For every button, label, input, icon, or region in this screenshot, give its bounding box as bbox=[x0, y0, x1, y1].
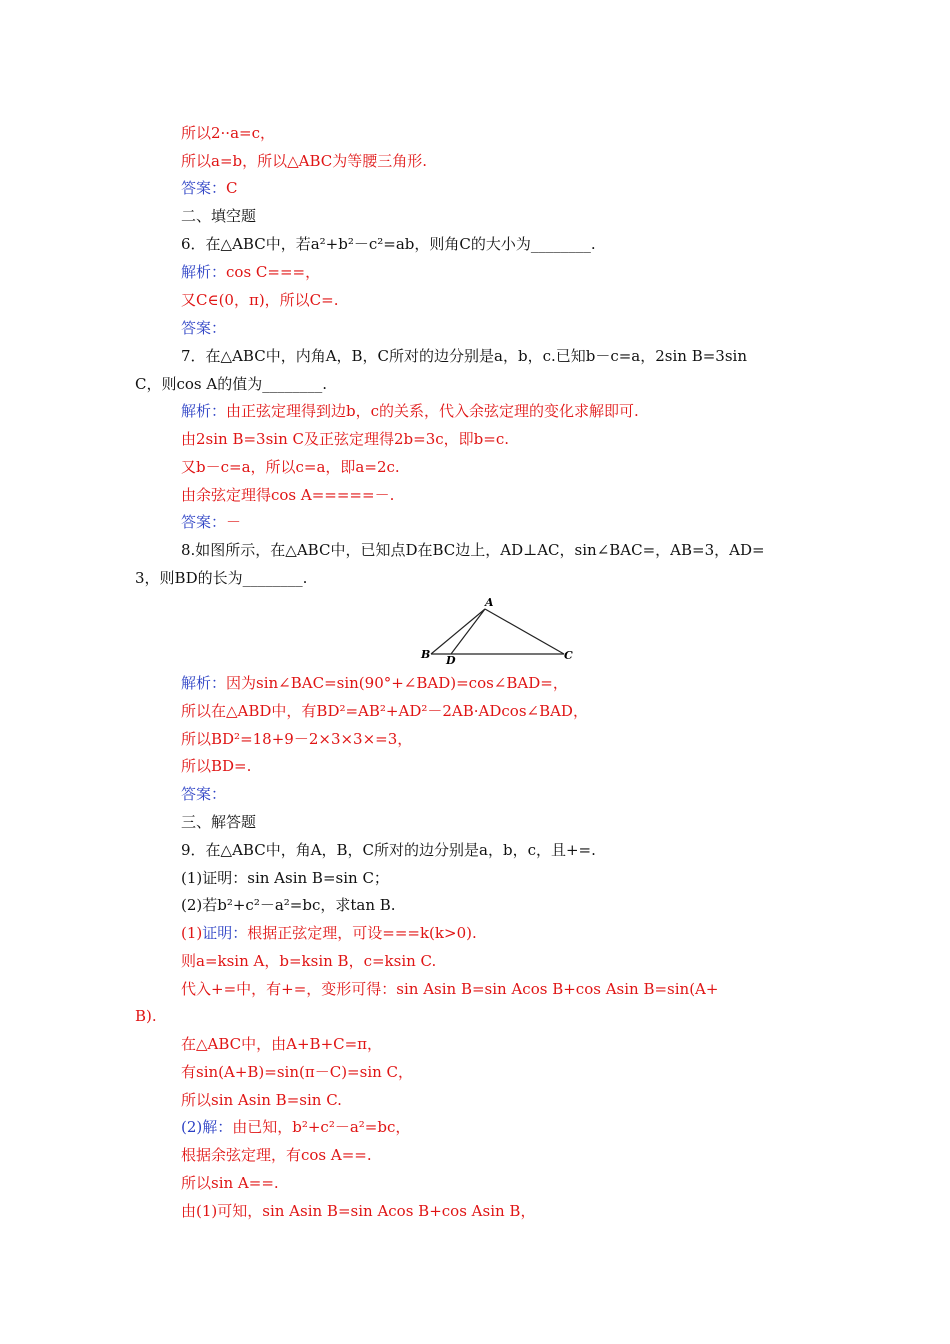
analysis-label: 解析： bbox=[181, 402, 227, 420]
triangle-figure bbox=[419, 597, 574, 665]
proof-line bbox=[181, 923, 477, 943]
analysis-label: 解析： bbox=[181, 674, 227, 692]
question-9-part-2: (2)若b²+c²－a²=bc，求tan B. bbox=[181, 896, 396, 914]
question-9-part-1: (1)证明：sin Asin B=sin C； bbox=[181, 869, 389, 887]
question-6: 6．在△ABC中，若a²+b²－c²=ab，则角C的大小为________. bbox=[181, 235, 596, 253]
analysis-text: cos C===， bbox=[226, 263, 321, 281]
text-line: 所以BD=. bbox=[181, 757, 252, 775]
solution-text: 由已知，b²+c²－a²=bc， bbox=[232, 1118, 411, 1136]
solution-label: (2)解： bbox=[181, 1118, 233, 1136]
analysis-text: 由正弦定理得到边b，c的关系，代入余弦定理的变化求解即可. bbox=[226, 402, 639, 420]
proof-text: 根据正弦定理，可设===k(k>0). bbox=[247, 924, 477, 942]
text-line: 由余弦定理得cos A=====－. bbox=[181, 486, 395, 504]
answer-value: － bbox=[226, 513, 242, 531]
answer-line bbox=[181, 178, 238, 198]
label-b: B bbox=[421, 648, 431, 661]
label-d: D bbox=[446, 654, 456, 665]
analysis-line bbox=[181, 673, 568, 693]
answer-label: 答案： bbox=[181, 179, 227, 197]
text-line: 又b－c=a，所以c=a，即a=2c. bbox=[181, 458, 400, 476]
text-line: 所以sin Asin B=sin C. bbox=[181, 1091, 342, 1109]
proof-label: 证明： bbox=[202, 924, 248, 942]
answer-line bbox=[181, 512, 241, 532]
text-line: 所以2··a=c， bbox=[181, 124, 275, 142]
text-line: 则a=ksin A，b=ksin B，c=ksin C. bbox=[181, 952, 437, 970]
segment-ad bbox=[451, 609, 485, 654]
triangle-diagram bbox=[419, 597, 574, 665]
analysis-line bbox=[181, 401, 639, 421]
analysis-label: 解析： bbox=[181, 263, 227, 281]
segment-ab bbox=[431, 609, 485, 654]
label-c: C bbox=[564, 649, 573, 662]
segment-ac bbox=[485, 609, 564, 654]
label-a: A bbox=[485, 597, 494, 609]
question-9: 9．在△ABC中，角A，B，C所对的边分别是a，b，c，且+=. bbox=[181, 841, 596, 859]
solution-line bbox=[181, 1117, 410, 1137]
text-line: 所以BD²=18+9－2×3×3×=3， bbox=[181, 730, 413, 748]
analysis-text: 因为sin∠BAC=sin(90°+∠BAD)=cos∠BAD=， bbox=[226, 674, 568, 692]
question-8-cont: 3，则BD的长为________. bbox=[135, 569, 308, 587]
text-line: 所以在△ABD中，有BD²=AB²+AD²－2AB·ADcos∠BAD， bbox=[181, 702, 588, 720]
text-line: 有sin(A+B)=sin(π－C)=sin C， bbox=[181, 1063, 414, 1081]
answer-value: C bbox=[226, 179, 238, 197]
answer-label: 答案： bbox=[181, 319, 227, 337]
text-line: 又C∈(0，π)，所以C=. bbox=[181, 291, 339, 309]
text-line-cont: B). bbox=[135, 1007, 157, 1025]
section-heading: 三、解答题 bbox=[181, 813, 257, 831]
text-line: 根据余弦定理，有cos A==. bbox=[181, 1146, 372, 1164]
text-line: 所以sin A==. bbox=[181, 1174, 279, 1192]
answer-label: 答案： bbox=[181, 785, 227, 803]
part-marker: (1) bbox=[181, 924, 203, 942]
text-line: 在△ABC中，由A+B+C=π， bbox=[181, 1035, 383, 1053]
text-line: 由2sin B=3sin C及正弦定理得2b=3c，即b=c. bbox=[181, 430, 510, 448]
text-line: 由(1)可知，sin Asin B=sin Acos B+cos Asin B， bbox=[181, 1202, 536, 1220]
question-8: 8.如图所示，在△ABC中，已知点D在BC边上，AD⊥AC，sin∠BAC=，AB=3，AD= bbox=[181, 541, 765, 559]
text-line: 所以a=b，所以△ABC为等腰三角形. bbox=[181, 152, 428, 170]
analysis-line bbox=[181, 262, 320, 282]
question-7-cont: C，则cos A的值为________. bbox=[135, 375, 327, 393]
question-7: 7．在△ABC中，内角A，B，C所对的边分别是a，b，c.已知b－c=a，2sin B=3sin bbox=[181, 347, 748, 365]
section-heading: 二、填空题 bbox=[181, 207, 257, 225]
answer-label: 答案： bbox=[181, 513, 227, 531]
text-line: 代入+=中，有+=，变形可得：sin Asin B=sin Acos B+cos Asin B=sin(A+ bbox=[181, 980, 719, 998]
